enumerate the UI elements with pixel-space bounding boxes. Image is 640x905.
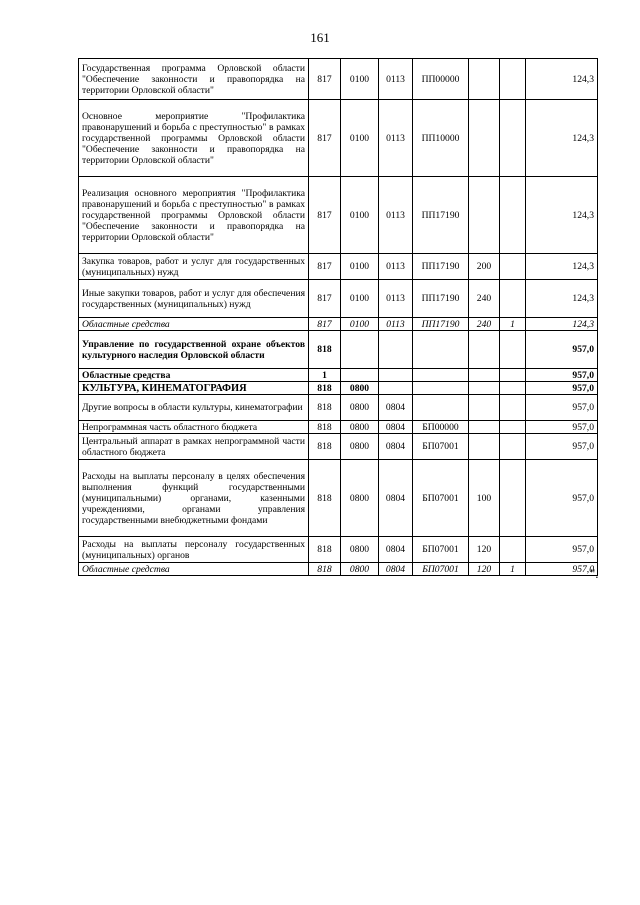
cell-src (500, 395, 526, 421)
cell-pr: 0113 (379, 59, 413, 100)
cell-src (500, 369, 526, 382)
row-name: Областные средства (79, 369, 309, 382)
cell-vr: 240 (469, 318, 500, 331)
table-row (79, 395, 598, 421)
cell-vr: 120 (469, 537, 500, 563)
table-row (79, 421, 598, 434)
cell-csr: ПП10000 (413, 100, 469, 177)
cell-src (500, 100, 526, 177)
cell-sum: 957,0 (526, 460, 598, 537)
closing-quote: ". (590, 566, 599, 581)
cell-rz: 0800 (341, 421, 379, 434)
cell-pr: 0804 (379, 563, 413, 576)
table-row (79, 59, 598, 100)
cell-rz: 0800 (341, 382, 379, 395)
cell-vr: 200 (469, 254, 500, 280)
cell-ved: 817 (309, 59, 341, 100)
cell-src: 1 (500, 563, 526, 576)
table-row (79, 331, 598, 369)
row-name: Основное мероприятие "Профилактика правонарушений и борьба с преступностью" в рамках государственной программы Орловской области "Обеспечение законности и правопорядка на территории Орловской области" (79, 100, 309, 177)
cell-sum: 124,3 (526, 254, 598, 280)
cell-rz: 0100 (341, 177, 379, 254)
cell-src (500, 59, 526, 100)
row-name: Закупка товаров, работ и услуг для государственных (муниципальных) нужд (79, 254, 309, 280)
row-name: Центральный аппарат в рамках непрограммной части областного бюджета (79, 434, 309, 460)
cell-vr: 120 (469, 563, 500, 576)
cell-src (500, 177, 526, 254)
cell-ved: 818 (309, 434, 341, 460)
cell-src (500, 434, 526, 460)
table-row (79, 177, 598, 254)
cell-pr (379, 382, 413, 395)
cell-vr (469, 177, 500, 254)
cell-ved: 818 (309, 421, 341, 434)
cell-src: 1 (500, 318, 526, 331)
cell-vr (469, 369, 500, 382)
cell-sum: 124,3 (526, 280, 598, 318)
cell-sum: 124,3 (526, 177, 598, 254)
table-row (79, 100, 598, 177)
cell-rz: 0100 (341, 280, 379, 318)
cell-pr: 0804 (379, 537, 413, 563)
cell-ved: 818 (309, 382, 341, 395)
row-name: Другие вопросы в области культуры, кинематографии (79, 395, 309, 421)
page-number: 161 (310, 30, 330, 45)
table-row (79, 460, 598, 537)
cell-csr: БП07001 (413, 563, 469, 576)
row-name: Расходы на выплаты персоналу государственных (муниципальных) органов (79, 537, 309, 563)
cell-vr (469, 59, 500, 100)
cell-sum: 957,0 (526, 537, 598, 563)
cell-csr: ПП00000 (413, 59, 469, 100)
cell-ved: 818 (309, 537, 341, 563)
cell-sum: 957,0 (526, 421, 598, 434)
row-name: Управление по государственной охране объектов культурного наследия Орловской области (79, 331, 309, 369)
cell-sum: 957,0 (526, 434, 598, 460)
cell-pr: 0113 (379, 280, 413, 318)
cell-csr: БП00000 (413, 421, 469, 434)
cell-csr (413, 395, 469, 421)
cell-csr: ПП17190 (413, 177, 469, 254)
cell-vr: 240 (469, 280, 500, 318)
cell-pr: 0113 (379, 254, 413, 280)
cell-pr: 0804 (379, 421, 413, 434)
cell-pr: 0804 (379, 434, 413, 460)
cell-sum: 957,0 (526, 563, 598, 576)
cell-rz: 0100 (341, 100, 379, 177)
cell-ved: 818 (309, 395, 341, 421)
cell-src (500, 421, 526, 434)
cell-csr: ПП17190 (413, 280, 469, 318)
row-name: Реализация основного мероприятия "Профилактика правонарушений и борьба с преступностью" в рамках государственной программы Орловской области "Обеспечение законности и правопорядка на территории Орловской области" (79, 177, 309, 254)
cell-ved: 817 (309, 280, 341, 318)
cell-rz: 0100 (341, 59, 379, 100)
cell-sum: 957,0 (526, 395, 598, 421)
cell-pr (379, 369, 413, 382)
cell-sum: 957,0 (526, 369, 598, 382)
cell-csr: БП07001 (413, 460, 469, 537)
cell-rz: 0800 (341, 395, 379, 421)
table-row (79, 537, 598, 563)
cell-sum: 124,3 (526, 59, 598, 100)
row-name: Областные средства (79, 563, 309, 576)
cell-sum: 124,3 (526, 318, 598, 331)
cell-pr: 0113 (379, 100, 413, 177)
cell-vr (469, 434, 500, 460)
cell-src (500, 460, 526, 537)
cell-src (500, 331, 526, 369)
cell-rz: 0800 (341, 563, 379, 576)
cell-ved: 817 (309, 318, 341, 331)
cell-ved: 817 (309, 177, 341, 254)
cell-ved: 817 (309, 254, 341, 280)
cell-csr (413, 382, 469, 395)
cell-rz: 0100 (341, 254, 379, 280)
cell-src (500, 254, 526, 280)
cell-csr: БП07001 (413, 537, 469, 563)
cell-ved: 1 (309, 369, 341, 382)
cell-src (500, 382, 526, 395)
cell-vr (469, 100, 500, 177)
cell-vr (469, 331, 500, 369)
cell-pr: 0804 (379, 460, 413, 537)
cell-pr (379, 331, 413, 369)
cell-csr: БП07001 (413, 434, 469, 460)
cell-sum: 124,3 (526, 100, 598, 177)
row-name: Областные средства (79, 318, 309, 331)
row-name: Расходы на выплаты персоналу в целях обеспечения выполнения функций государственными (муниципальными) органами, казенными учреждениями, органами управления государственными внебюджетными фондами (79, 460, 309, 537)
table-row (79, 563, 598, 576)
table-row (79, 369, 598, 382)
cell-sum: 957,0 (526, 382, 598, 395)
cell-csr: ПП17190 (413, 318, 469, 331)
row-name: Государственная программа Орловской области "Обеспечение законности и правопорядка на территории Орловской области" (79, 59, 309, 100)
table-row (79, 382, 598, 395)
table-row (79, 434, 598, 460)
row-name: Иные закупки товаров, работ и услуг для обеспечения государственных (муниципальных) нужд (79, 280, 309, 318)
cell-rz: 0100 (341, 318, 379, 331)
cell-rz: 0800 (341, 434, 379, 460)
table-row (79, 254, 598, 280)
cell-vr (469, 382, 500, 395)
cell-vr (469, 421, 500, 434)
cell-ved: 818 (309, 563, 341, 576)
cell-rz: 0800 (341, 537, 379, 563)
cell-rz (341, 369, 379, 382)
cell-csr: ПП17190 (413, 254, 469, 280)
cell-rz: 0800 (341, 460, 379, 537)
table-row (79, 318, 598, 331)
cell-src (500, 280, 526, 318)
cell-pr: 0113 (379, 318, 413, 331)
cell-vr (469, 395, 500, 421)
table-row (79, 280, 598, 318)
cell-vr: 100 (469, 460, 500, 537)
budget-table (78, 58, 598, 576)
cell-pr: 0804 (379, 395, 413, 421)
cell-src (500, 537, 526, 563)
cell-csr (413, 369, 469, 382)
cell-pr: 0113 (379, 177, 413, 254)
cell-ved: 817 (309, 100, 341, 177)
cell-rz (341, 331, 379, 369)
row-name: КУЛЬТУРА, КИНЕМАТОГРАФИЯ (79, 382, 309, 395)
cell-sum: 957,0 (526, 331, 598, 369)
cell-ved: 818 (309, 331, 341, 369)
row-name: Непрограммная часть областного бюджета (79, 421, 309, 434)
cell-csr (413, 331, 469, 369)
cell-ved: 818 (309, 460, 341, 537)
